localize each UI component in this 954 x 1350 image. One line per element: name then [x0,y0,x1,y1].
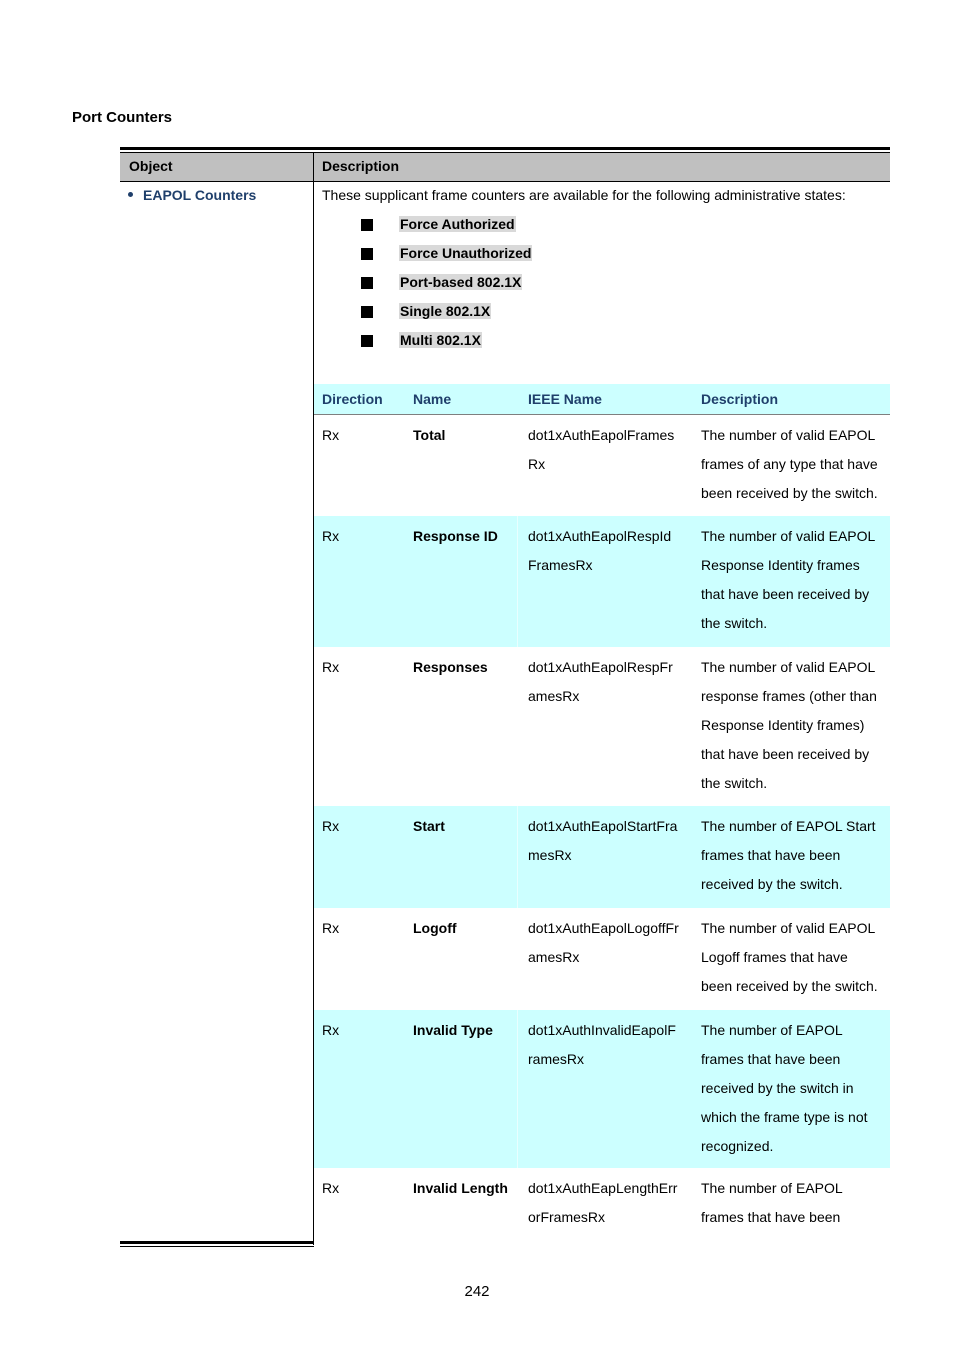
cell-description-line: the switch. [701,775,768,791]
table-bottom-rule [120,1241,314,1244]
cell-description-line: Response Identity frames [701,557,860,573]
cell-ieee-name [528,812,694,870]
state-label: Single 802.1X [400,303,491,319]
cell-description [701,653,887,798]
table-header-row [120,153,890,182]
cell-ieee-name-line: dot1xAuthEapolStartFra [528,818,678,834]
table-row [314,516,890,647]
cell-direction: Rx [322,818,340,834]
header-description: Description [322,158,400,174]
cell-direction: Rx [322,1180,340,1196]
state-label: Force Authorized [400,216,515,232]
cell-ieee-name [528,1174,694,1232]
cell-ieee-name-line: dot1xAuthEapolRespId [528,528,672,544]
cell-ieee-name-line: orFramesRx [528,1209,606,1225]
cell-description-line: The number of valid EAPOL [701,920,876,936]
cell-description-line: been received by the switch. [701,978,878,994]
state-label: Multi 802.1X [400,332,481,348]
cell-ieee-name-line: FramesRx [528,557,593,573]
cell-name: Invalid Length [413,1180,508,1196]
cell-ieee-name-line: dot1xAuthEapolFrames [528,427,675,443]
table-row [314,908,890,1010]
cell-ieee-name-line: dot1xAuthEapolLogoffFr [528,920,679,936]
bullet-icon [128,192,133,197]
table-bottom-rule-thin [120,1246,314,1247]
cell-name: Logoff [413,920,457,936]
cell-name: Response ID [413,528,498,544]
cell-ieee-name [528,522,694,580]
cell-direction: Rx [322,920,340,936]
object-eapol-counters [128,187,256,203]
header-direction: Direction [322,391,383,407]
cell-description-line: that have been received by [701,746,870,762]
cell-description-line: The number of EAPOL Start [701,818,876,834]
header-name: Name [413,391,452,407]
state-label: Port-based 802.1X [400,274,522,290]
cell-ieee-name-line: mesRx [528,847,572,863]
cell-description-line: frames that have been [701,1051,841,1067]
object-label: EAPOL Counters [143,187,257,203]
table-row [314,415,890,516]
cell-ieee-name [528,914,694,972]
cell-description-line: The number of EAPOL [701,1022,843,1038]
cell-direction: Rx [322,427,340,443]
table-row [314,647,890,806]
header-ieee-name: IEEE Name [528,391,602,407]
cell-ieee-name-line: ramesRx [528,1051,585,1067]
cell-description-line: received by the switch in [701,1080,854,1096]
cell-name: Invalid Type [413,1022,493,1038]
intro-text: These supplicant frame counters are available for the following administrative states: [322,187,846,203]
square-bullet-icon [361,306,373,318]
cell-name: Responses [413,659,488,675]
cell-description-line: been received by the switch. [701,485,878,501]
cell-description-line: response frames (other than [701,688,877,704]
counters-table [314,384,890,1246]
cell-direction: Rx [322,528,340,544]
cell-description [701,421,887,508]
cell-ieee-name-line: amesRx [528,949,580,965]
cell-description [701,522,887,638]
cell-description [701,914,887,1001]
page-number: 242 [464,1283,490,1300]
cell-ieee-name [528,1016,694,1074]
state-label: Force Unauthorized [400,245,532,261]
cell-ieee-name-line: dot1xAuthEapolRespFr [528,659,673,675]
cell-description-line: Response Identity frames) [701,717,865,733]
cell-description [701,1016,887,1161]
cell-ieee-name-line: Rx [528,456,546,472]
cell-description-line: that have been received by [701,586,870,602]
cell-description-line: frames of any type that have [701,456,878,472]
cell-description-line: The number of valid EAPOL [701,528,876,544]
cell-description-line: frames that have been [701,847,841,863]
cell-ieee-name [528,421,694,479]
cell-description-line: Logoff frames that have [701,949,848,965]
header-object: Object [129,158,173,174]
table-row [314,1168,890,1246]
table-top-rule [120,147,890,150]
cell-description-line: The number of valid EAPOL [701,427,876,443]
header-description: Description [701,391,779,407]
cell-description-line: frames that have been [701,1209,841,1225]
square-bullet-icon [361,277,373,289]
cell-description-line: the switch. [701,615,768,631]
cell-description-line: recognized. [701,1138,774,1154]
cell-ieee-name-line: amesRx [528,688,580,704]
cell-ieee-name-line: dot1xAuthInvalidEapolF [528,1022,676,1038]
table-row [314,806,890,908]
cell-description-line: The number of valid EAPOL [701,659,876,675]
section-title: Port Counters [72,109,173,126]
cell-name: Total [413,427,446,443]
cell-ieee-name [528,653,694,711]
cell-name: Start [413,818,445,834]
cell-description [701,1174,887,1232]
counters-table-header [314,384,890,415]
cell-description-line: received by the switch. [701,876,843,892]
square-bullet-icon [361,248,373,260]
cell-ieee-name-line: dot1xAuthEapLengthErr [528,1180,678,1196]
cell-direction: Rx [322,1022,340,1038]
table-row [314,1010,890,1168]
square-bullet-icon [361,335,373,347]
cell-description-line: The number of EAPOL [701,1180,843,1196]
cell-description-line: which the frame type is not [701,1109,868,1125]
square-bullet-icon [361,219,373,231]
cell-description [701,812,887,899]
cell-direction: Rx [322,659,340,675]
